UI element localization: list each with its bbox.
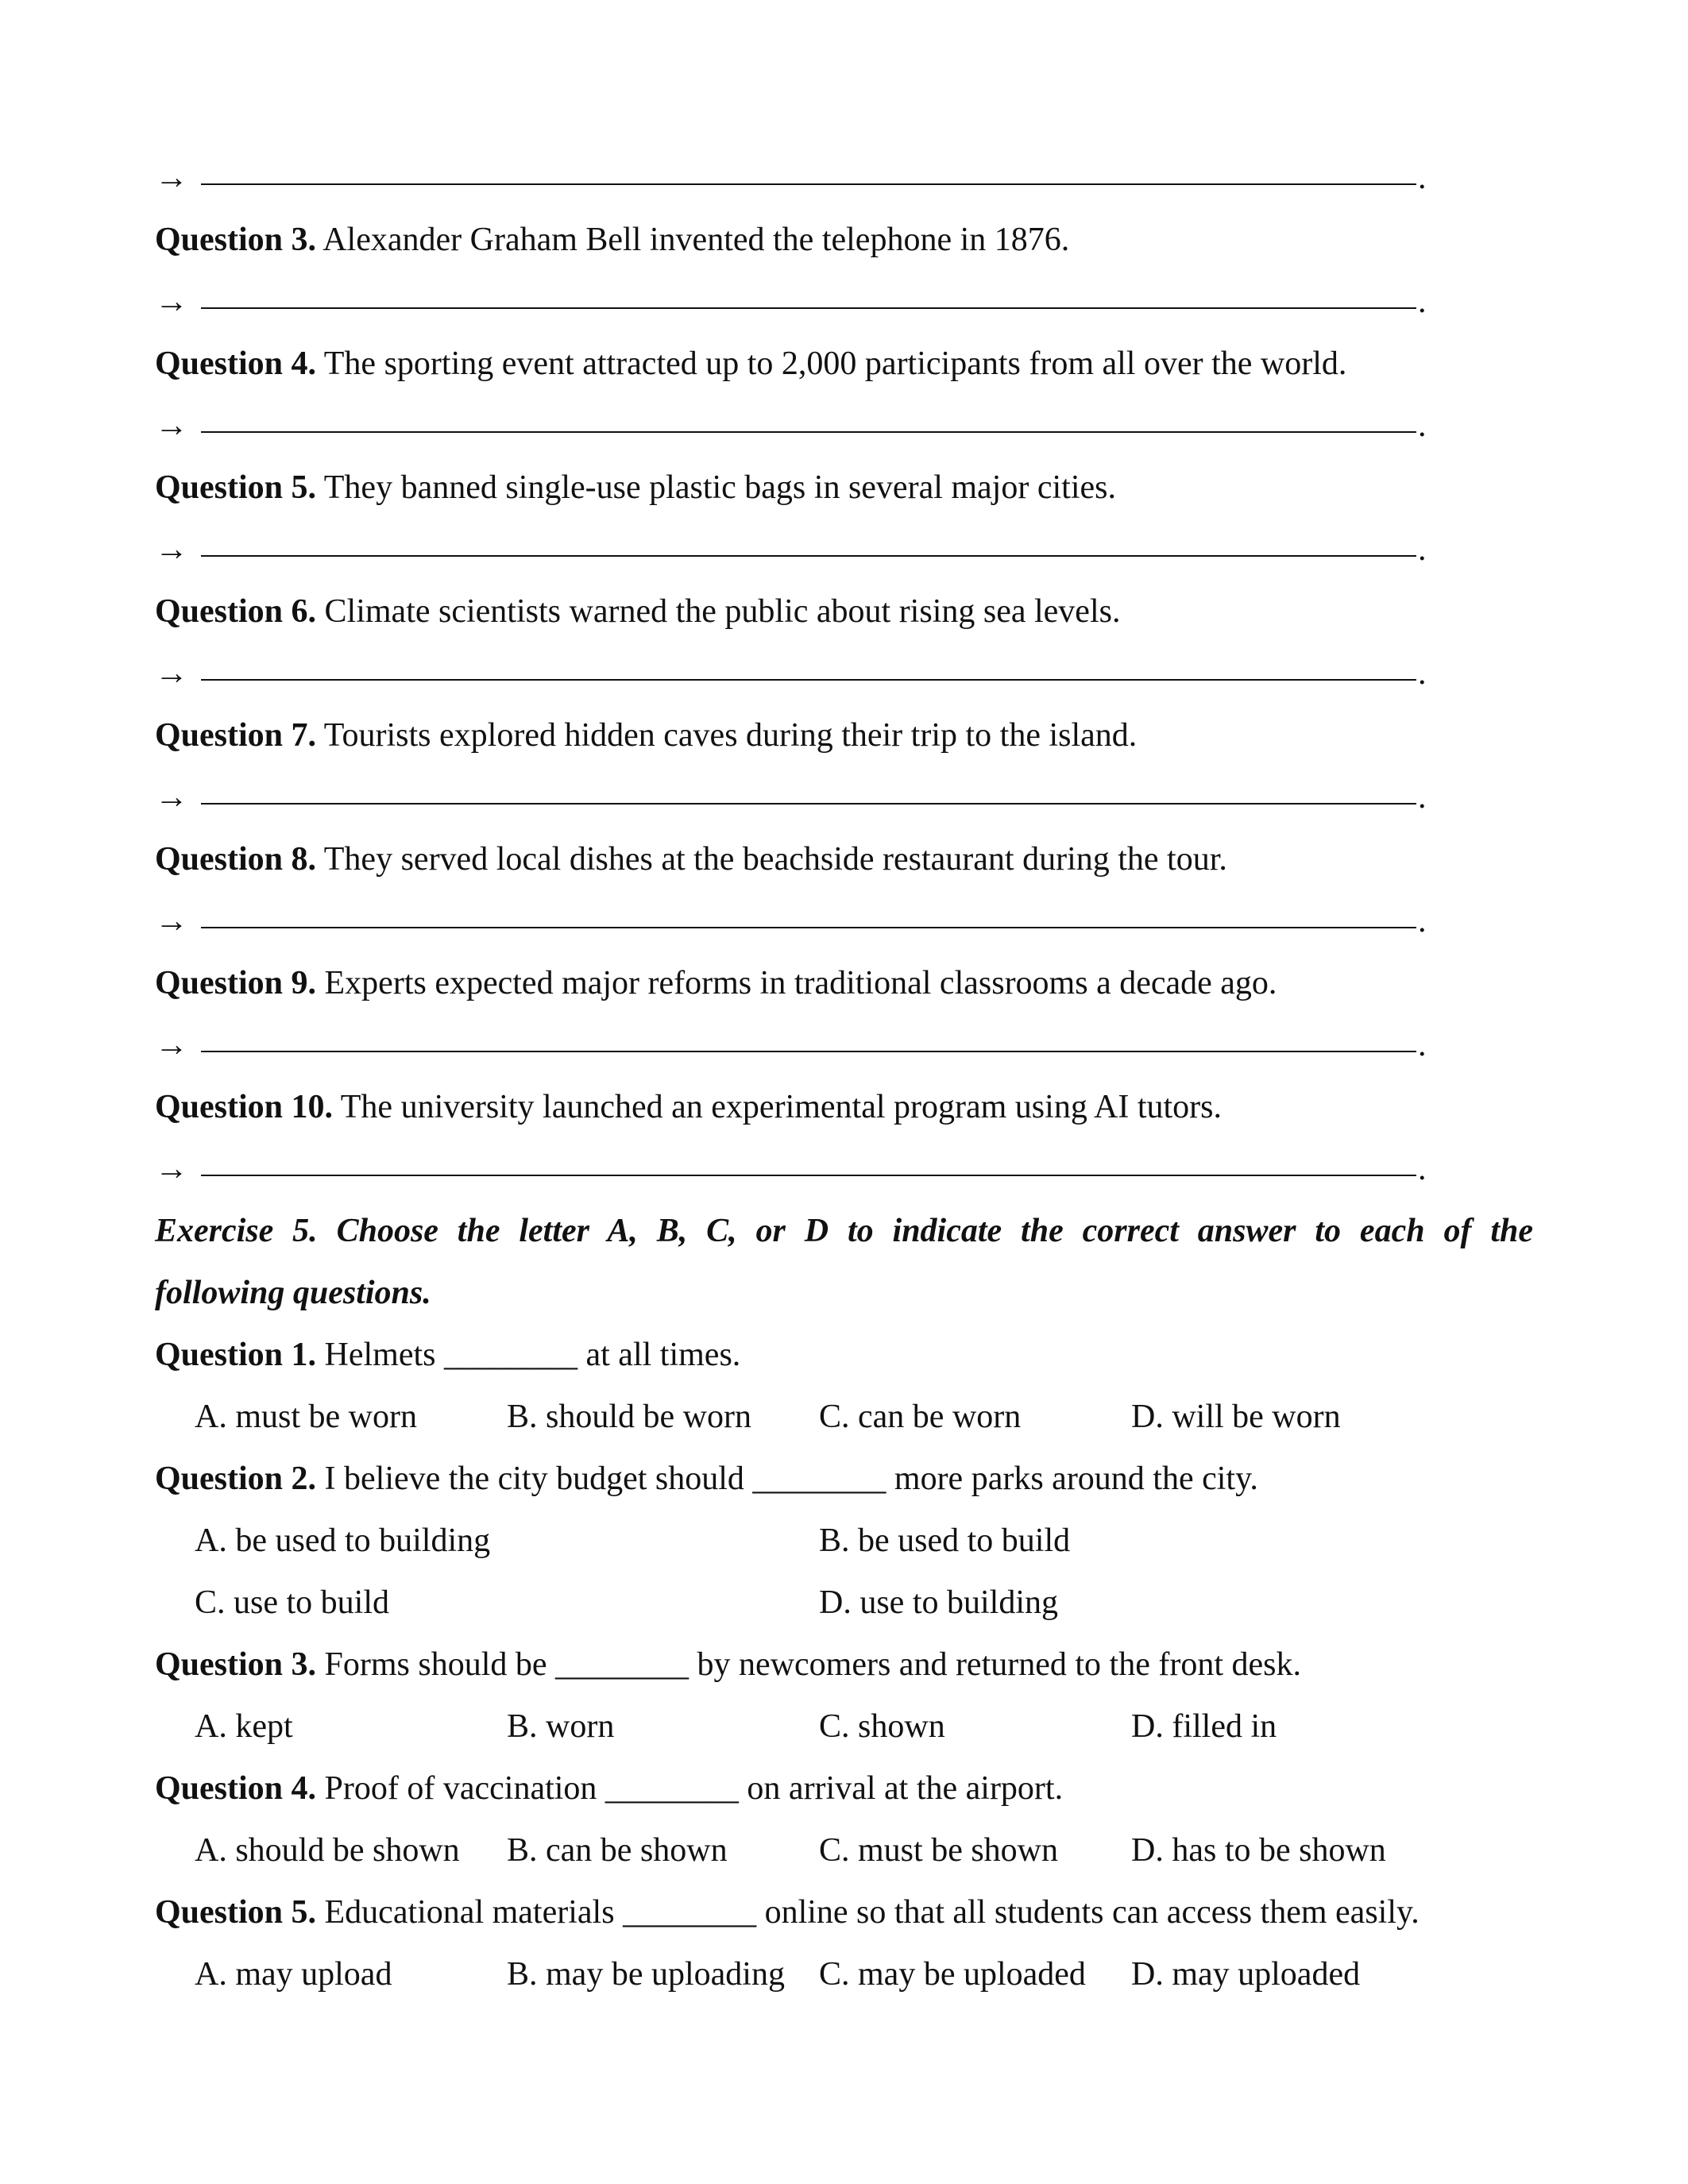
ex5-question-1 <box>155 1324 1545 1386</box>
answer-period: . <box>1418 1027 1427 1063</box>
option-d[interactable]: D. has to be shown <box>1131 1832 1386 1869</box>
question-sentence: Experts expected major reforms in traditional classrooms a decade ago. <box>324 965 1277 1001</box>
answer-blank[interactable] <box>201 520 1416 557</box>
worksheet-page <box>155 147 1545 2005</box>
question-label: Question 3. <box>155 1646 317 1683</box>
question-label: Question 5. <box>155 469 317 506</box>
ex4-question-3 <box>155 209 1545 271</box>
ex5-question-2-options-row-2 <box>155 1572 1545 1634</box>
option-b[interactable]: B. be used to build <box>819 1522 1071 1559</box>
answer-blank[interactable] <box>201 149 1416 185</box>
option-c[interactable]: C. may be uploaded <box>819 1956 1086 1993</box>
question-label: Question 5. <box>155 1894 317 1931</box>
option-c[interactable]: C. can be worn <box>819 1399 1022 1435</box>
question-stem-after: online so that all students can access them easily. <box>764 1894 1420 1931</box>
question-blank[interactable]: ________ <box>605 1770 739 1807</box>
option-b[interactable]: B. worn <box>507 1708 615 1745</box>
answer-line <box>155 1138 1545 1200</box>
arrow-icon: → <box>155 779 188 816</box>
option-a[interactable]: A. must be worn <box>195 1399 417 1435</box>
option-a[interactable]: A. kept <box>195 1708 293 1745</box>
option-d[interactable]: D. filled in <box>1131 1708 1277 1745</box>
arrow-icon: → <box>155 1027 188 1063</box>
question-label: Question 2. <box>155 1461 317 1497</box>
answer-line <box>155 147 1545 209</box>
answer-blank[interactable] <box>201 396 1416 433</box>
question-stem-before: Helmets <box>324 1337 436 1373</box>
ex5-question-1-options <box>155 1386 1545 1448</box>
option-b[interactable]: B. may be uploading <box>507 1956 785 1993</box>
question-sentence: They banned single-use plastic bags in several major cities. <box>323 469 1116 506</box>
ex4-question-10 <box>155 1076 1545 1138</box>
question-label: Question 8. <box>155 841 317 878</box>
answer-period: . <box>1418 655 1427 692</box>
question-label: Question 4. <box>155 345 317 382</box>
answer-blank[interactable] <box>201 1140 1416 1176</box>
answer-blank[interactable] <box>201 768 1416 805</box>
exercise-5-instruction-line-2: following questions. <box>155 1275 431 1311</box>
arrow-icon: → <box>155 655 188 692</box>
ex5-question-3-options <box>155 1696 1545 1758</box>
question-blank[interactable]: ________ <box>555 1646 689 1683</box>
answer-period: . <box>1418 407 1427 444</box>
ex5-question-2 <box>155 1448 1545 1510</box>
ex5-question-5-options <box>155 1943 1545 2005</box>
exercise-5-instruction-line-1: Exercise 5. Choose the letter A, B, C, or D to indicate the correct answer to each of the <box>155 1213 1533 1249</box>
option-d[interactable]: D. will be worn <box>1131 1399 1341 1435</box>
question-label: Question 7. <box>155 717 317 754</box>
option-a[interactable]: A. may upload <box>195 1956 392 1993</box>
option-a[interactable]: A. should be shown <box>195 1832 460 1869</box>
ex4-question-5 <box>155 457 1545 519</box>
question-blank[interactable]: ________ <box>444 1337 577 1373</box>
option-d[interactable]: D. may uploaded <box>1131 1956 1361 1993</box>
ex5-question-5 <box>155 1881 1545 1943</box>
ex5-question-2-options-row-1 <box>155 1510 1545 1572</box>
question-label: Question 1. <box>155 1337 317 1373</box>
question-sentence: The sporting event attracted up to 2,000 participants from all over the world. <box>323 345 1347 382</box>
arrow-icon: → <box>155 1151 188 1187</box>
answer-line <box>155 1014 1545 1076</box>
ex4-question-9 <box>155 952 1545 1014</box>
answer-period: . <box>1418 531 1427 568</box>
answer-period: . <box>1418 779 1427 816</box>
question-label: Question 3. <box>155 222 317 258</box>
arrow-icon: → <box>155 284 188 320</box>
answer-line <box>155 519 1545 581</box>
option-a[interactable]: A. be used to building <box>195 1522 491 1559</box>
answer-blank[interactable] <box>201 272 1416 309</box>
question-blank[interactable]: ________ <box>752 1461 886 1497</box>
ex4-question-4 <box>155 333 1545 395</box>
ex4-question-6 <box>155 581 1545 642</box>
answer-line <box>155 271 1545 333</box>
ex4-question-7 <box>155 704 1545 766</box>
ex5-question-4-options <box>155 1819 1545 1881</box>
ex4-question-8 <box>155 828 1545 890</box>
answer-period: . <box>1418 160 1427 196</box>
arrow-icon: → <box>155 407 188 444</box>
answer-line <box>155 766 1545 828</box>
ex5-question-4 <box>155 1758 1545 1819</box>
arrow-icon: → <box>155 903 188 940</box>
option-b[interactable]: B. should be worn <box>507 1399 751 1435</box>
option-c[interactable]: C. shown <box>819 1708 945 1745</box>
answer-line <box>155 642 1545 704</box>
answer-period: . <box>1418 284 1427 320</box>
question-stem-after: more parks around the city. <box>894 1461 1258 1497</box>
question-stem-before: Forms should be <box>324 1646 547 1683</box>
option-b[interactable]: B. can be shown <box>507 1832 728 1869</box>
question-label: Question 9. <box>155 965 317 1001</box>
question-label: Question 4. <box>155 1770 317 1807</box>
arrow-icon: → <box>155 160 188 196</box>
question-label: Question 10. <box>155 1089 334 1125</box>
question-sentence: The university launched an experimental program using AI tutors. <box>340 1089 1222 1125</box>
answer-blank[interactable] <box>201 1016 1416 1052</box>
question-stem-before: Educational materials <box>324 1894 615 1931</box>
option-d[interactable]: D. use to building <box>819 1584 1058 1621</box>
answer-period: . <box>1418 903 1427 940</box>
question-blank[interactable]: ________ <box>623 1894 757 1931</box>
answer-blank[interactable] <box>201 644 1416 681</box>
answer-blank[interactable] <box>201 892 1416 928</box>
question-sentence: Alexander Graham Bell invented the telephone in 1876. <box>323 222 1070 258</box>
question-sentence: They served local dishes at the beachside restaurant during the tour. <box>323 841 1227 878</box>
arrow-icon: → <box>155 531 188 568</box>
question-sentence: Tourists explored hidden caves during their trip to the island. <box>323 717 1138 754</box>
exercise-5-heading <box>155 1200 1545 1324</box>
question-stem-after: by newcomers and returned to the front desk. <box>697 1646 1301 1683</box>
answer-line <box>155 890 1545 952</box>
option-c[interactable]: C. must be shown <box>819 1832 1059 1869</box>
question-sentence: Climate scientists warned the public about rising sea levels. <box>324 593 1121 630</box>
question-stem-before: I believe the city budget should <box>324 1461 744 1497</box>
question-stem-before: Proof of vaccination <box>324 1770 597 1807</box>
ex5-question-3 <box>155 1634 1545 1696</box>
option-c[interactable]: C. use to build <box>195 1584 390 1621</box>
answer-line <box>155 395 1545 457</box>
question-stem-after: at all times. <box>585 1337 741 1373</box>
question-stem-after: on arrival at the airport. <box>747 1770 1064 1807</box>
question-label: Question 6. <box>155 593 317 630</box>
answer-period: . <box>1418 1151 1427 1187</box>
